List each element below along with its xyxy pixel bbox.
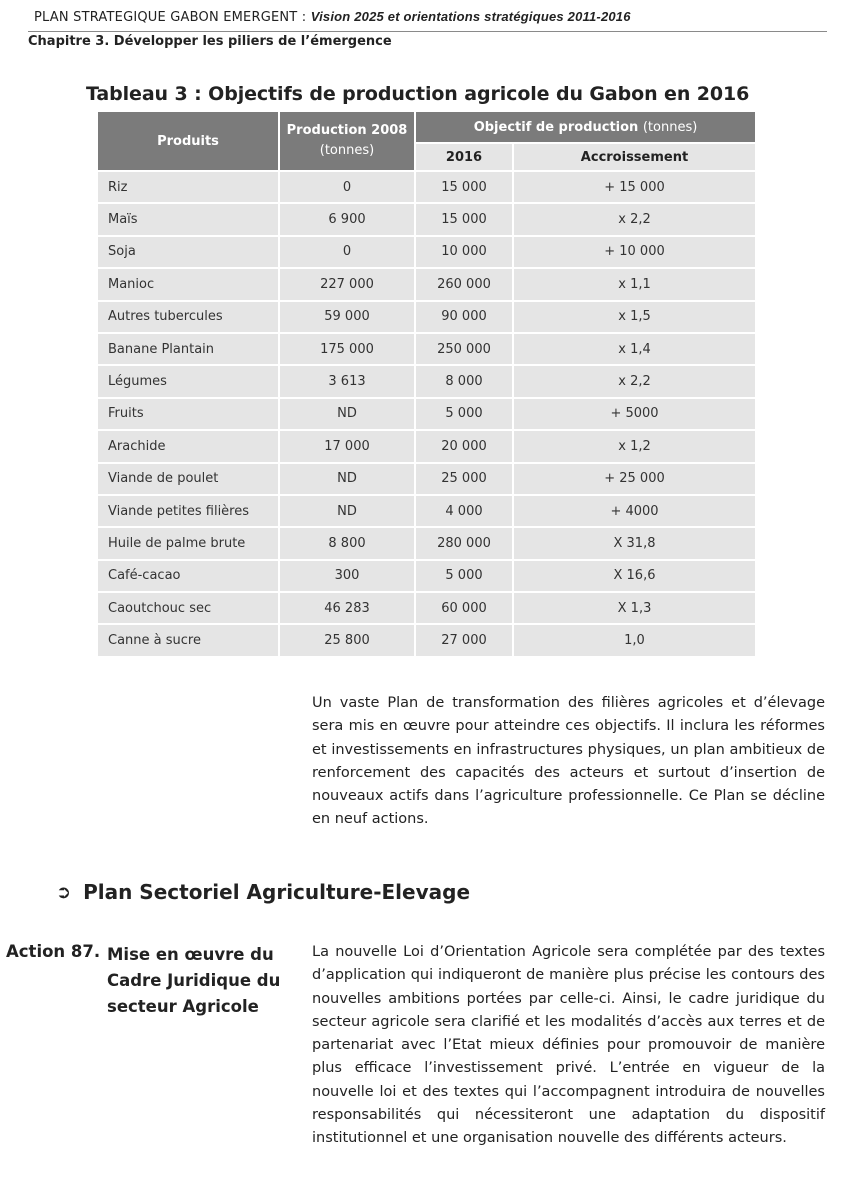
target-2016-cell: 280 000 [416,528,512,558]
growth-cell: + 10 000 [514,237,755,267]
document-subtitle: Vision 2025 et orientations stratégiques 2011-2016 [310,9,631,24]
table-row [98,625,755,655]
target-2016-cell: 8 000 [416,366,512,396]
table-body [98,172,755,656]
table-row [98,528,755,558]
target-2016-cell: 60 000 [416,593,512,623]
header-divider [28,31,827,32]
production-2008-cell: ND [280,496,414,526]
product-cell: Légumes [98,366,278,396]
growth-cell: x 1,1 [514,269,755,299]
product-cell: Viande de poulet [98,464,278,494]
table-row [98,269,755,299]
product-cell: Arachide [98,431,278,461]
growth-cell: X 31,8 [514,528,755,558]
table-row [98,399,755,429]
growth-cell: + 25 000 [514,464,755,494]
product-cell: Manioc [98,269,278,299]
table-title: Tableau 3 : Objectifs de production agricole du Gabon en 2016 [86,83,750,105]
header-objective-label: Objectif de production [473,119,643,135]
production-2008-cell: 17 000 [280,431,414,461]
action-title: Mise en œuvre du Cadre Juridique du secteur Agricole [107,945,281,1016]
growth-cell: x 1,2 [514,431,755,461]
header-products: Produits [98,112,278,170]
growth-cell: + 4000 [514,496,755,526]
production-table [96,110,757,658]
product-cell: Viande petites filières [98,496,278,526]
document-title: PLAN STRATEGIQUE GABON EMERGENT : [34,10,311,25]
production-2008-cell: ND [280,399,414,429]
header-objective-unit: (tonnes) [642,119,698,135]
growth-cell: X 1,3 [514,593,755,623]
target-2016-cell: 15 000 [416,172,512,202]
section-heading-text: Plan Sectoriel Agriculture-Elevage [83,880,471,904]
chapter-title: Chapitre 3. Développer les piliers de l’émergence [28,34,392,49]
product-cell: Autres tubercules [98,302,278,332]
target-2016-cell: 10 000 [416,237,512,267]
product-cell: Maïs [98,204,278,234]
table-row [98,496,755,526]
target-2016-cell: 27 000 [416,625,512,655]
table-row [98,302,755,332]
growth-cell: + 15 000 [514,172,755,202]
target-2016-cell: 5 000 [416,561,512,591]
table-row [98,593,755,623]
product-cell: Huile de palme brute [98,528,278,558]
target-2016-cell: 5 000 [416,399,512,429]
target-2016-cell: 4 000 [416,496,512,526]
growth-cell: + 5000 [514,399,755,429]
target-2016-cell: 15 000 [416,204,512,234]
target-2016-cell: 25 000 [416,464,512,494]
action-description: La nouvelle Loi d’Orientation Agricole sera complétée par des textes d’application qui indiqueront de manière plus précise les contours des nouvelles ambitions portées par celle-ci. Ainsi, le cadre juridique du secteur agricole sera clarifié et les modalités d’accès aux terres et de partenariat avec l’Etat mieux définies pour promouvoir de manière plus efficace l’investissement privé. L’entrée en vigueur de la nouvelle loi et des textes qui l’accompagnent introduira de nouvelles responsabilités qui nécessiteront une adaptation du dispositif institutionnel et une organisation nouvelle des différents acteurs. [312,944,825,1147]
header-production-2008-label: Production 2008 [286,123,408,138]
header-production-2008-unit: (tonnes) [319,143,375,158]
header-production-2008 [280,112,414,170]
production-2008-cell: 0 [280,237,414,267]
growth-cell: x 1,5 [514,302,755,332]
product-cell: Caoutchouc sec [98,593,278,623]
target-2016-cell: 250 000 [416,334,512,364]
growth-cell: x 1,4 [514,334,755,364]
growth-cell: 1,0 [514,625,755,655]
growth-cell: x 2,2 [514,204,755,234]
product-cell: Banane Plantain [98,334,278,364]
production-2008-cell: ND [280,464,414,494]
production-2008-cell: 3 613 [280,366,414,396]
product-cell: Soja [98,237,278,267]
table-row [98,366,755,396]
production-2008-cell: 46 283 [280,593,414,623]
arrow-right-icon: ➲ [56,881,72,903]
table-row [98,431,755,461]
table-row [98,204,755,234]
production-2008-cell: 25 800 [280,625,414,655]
production-2008-cell: 300 [280,561,414,591]
body-paragraph-plan: Un vaste Plan de transformation des filières agricoles et d’élevage sera mis en œuvre pour atteindre ces objectifs. Il inclura les réformes et investissements en infrastructures physiques, un plan ambitieux de renforcement des capacités des acteurs et surtout d’insertion de nouveaux actifs dans l’agriculture professionnelle. Ce Plan se décline en neuf actions. [312,695,825,828]
header-2016: 2016 [416,144,512,170]
table-row [98,464,755,494]
target-2016-cell: 20 000 [416,431,512,461]
production-2008-cell: 6 900 [280,204,414,234]
production-2008-cell: 59 000 [280,302,414,332]
target-2016-cell: 90 000 [416,302,512,332]
product-cell: Fruits [98,399,278,429]
product-cell: Riz [98,172,278,202]
table-row [98,561,755,591]
document-header [34,9,631,25]
product-cell: Canne à sucre [98,625,278,655]
production-2008-cell: 0 [280,172,414,202]
product-cell: Café-cacao [98,561,278,591]
header-growth: Accroissement [514,144,755,170]
growth-cell: X 16,6 [514,561,755,591]
table-row [98,334,755,364]
table-row [98,172,755,202]
growth-cell: x 2,2 [514,366,755,396]
section-heading [56,880,470,904]
production-2008-cell: 175 000 [280,334,414,364]
table-row [98,237,755,267]
target-2016-cell: 260 000 [416,269,512,299]
production-2008-cell: 227 000 [280,269,414,299]
header-objective [416,112,755,142]
production-2008-cell: 8 800 [280,528,414,558]
action-number: Action 87. [6,942,101,961]
